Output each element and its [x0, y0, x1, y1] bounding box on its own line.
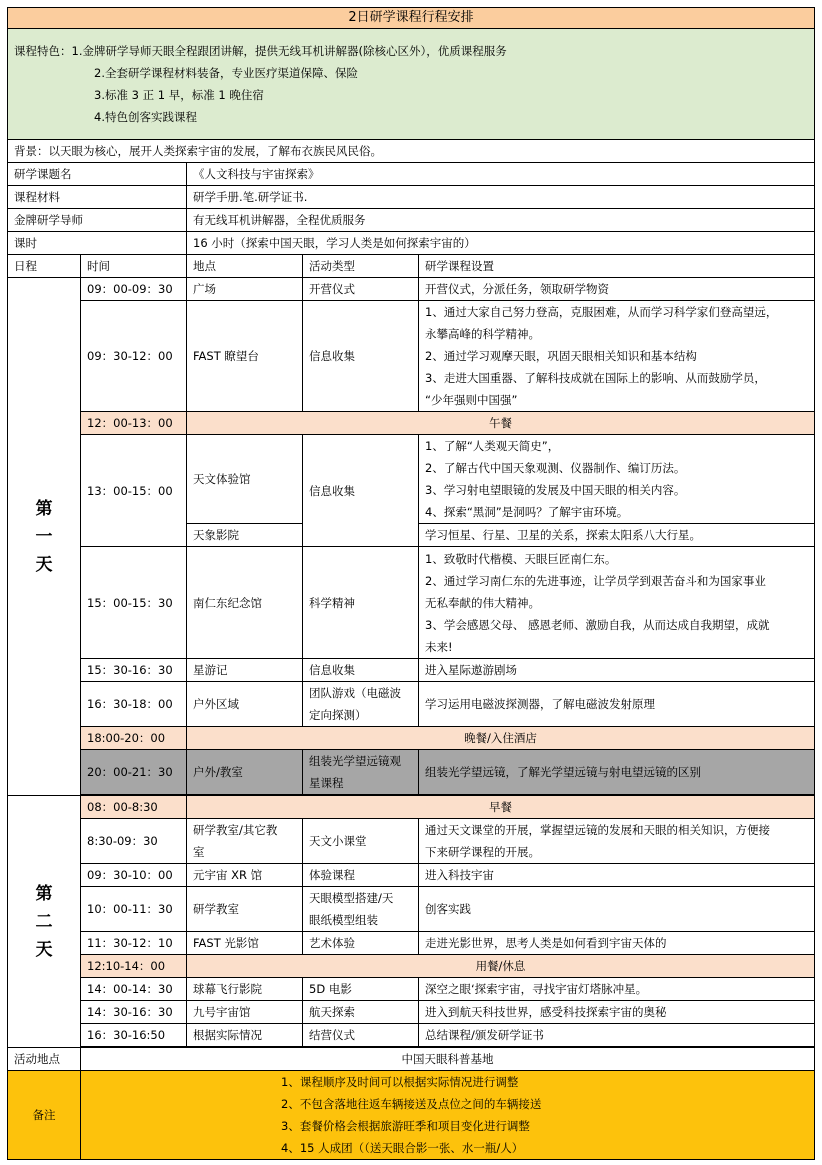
- time-cell: 14：30-16：30: [81, 1001, 187, 1024]
- type-cell: 开营仪式: [303, 278, 419, 301]
- time-cell: 14：00-14：30: [81, 978, 187, 1001]
- place-cell: 元宇宙 XR 馆: [187, 864, 303, 887]
- features-label: 课程特色：: [14, 44, 72, 58]
- type-cell: 结营仪式: [303, 1024, 419, 1047]
- time-cell: 12：00-13：00: [81, 412, 187, 435]
- place-cell: 南仁东纪念馆: [187, 547, 303, 659]
- meal-cell: 用餐/休息: [187, 955, 815, 978]
- type-cell: 天文小课堂: [303, 819, 419, 864]
- info-label: 金牌研学导师: [8, 209, 187, 232]
- feature-item: 2.全套研学课程材料装备，专业医疗渠道保障、保险: [94, 66, 358, 80]
- remark-item: 1、课程顺序及时间可以根据实际情况进行调整: [281, 1075, 519, 1089]
- remark-item: 3、套餐价格会根据旅游旺季和项目变化进行调整: [281, 1119, 530, 1133]
- feature-item: 4.特色创客实践课程: [94, 110, 197, 124]
- course-cell: 进入科技宇宙: [419, 864, 815, 887]
- course-cell: 走进光影世界，思考人类是如何看到宇宙天体的: [419, 932, 815, 955]
- time-cell: 12:10-14：00: [81, 955, 187, 978]
- course-cell: 组装光学望远镜，了解光学望远镜与射电望远镜的区别: [419, 750, 815, 795]
- time-cell: 10：00-11：30: [81, 887, 187, 932]
- background-text: 背景：以天眼为核心，展开人类探索宇宙的发展，了解布衣族民风民俗。: [8, 140, 815, 163]
- remarks-label: 备注: [8, 1071, 81, 1160]
- time-cell: 08：00-8:30: [81, 796, 187, 819]
- day-two-label: 第 二 天: [8, 796, 81, 1048]
- header-place: 地点: [187, 255, 303, 278]
- page-title: 2日研学课程行程安排: [8, 8, 815, 29]
- feature-item: 3.标准 3 正 1 早，标准 1 晚住宿: [94, 88, 264, 102]
- feature-item: 1.金牌研学导师天眼全程跟团讲解，提供无线耳机讲解器(除核心区外），优质课程服务: [71, 44, 507, 58]
- place-cell: 户外区域: [187, 682, 303, 727]
- course-cell: 1、通过大家自己努力登高，克服困难，从而学习科学家们登高望远， 永攀高峰的科学精神。 2、通过学习观摩天眼，巩固天眼相关知识和基本结构 3、走进大国重器、了解科技成就在国际上的影响、从而鼓励学员， “少年强则中国强”: [419, 301, 815, 412]
- type-cell: 艺术体验: [303, 932, 419, 955]
- remarks-list: [81, 1071, 815, 1160]
- time-cell: 18:00-20：00: [81, 727, 187, 750]
- course-cell: 1、致敬时代楷模、天眼巨匠南仁东。 2、通过学习南仁东的先进事迹，让学员学到艰苦奋斗和为国家事业 无私奉献的伟大精神。 3、学会感恩父母、 感恩老师、激励自我，从而达成自我期望，成就 未来!: [419, 547, 815, 659]
- type-cell: 5D 电影: [303, 978, 419, 1001]
- meal-cell: 午餐: [187, 412, 815, 435]
- course-cell: 开营仪式，分派任务，领取研学物资: [419, 278, 815, 301]
- time-cell: 09：00-09：30: [81, 278, 187, 301]
- info-value: 有无线耳机讲解器，全程优质服务: [187, 209, 815, 232]
- meal-cell: 晚餐/入住酒店: [187, 727, 815, 750]
- course-cell: 进入到航天科技世界，感受科技探索宇宙的奥秘: [419, 1001, 815, 1024]
- course-cell: 进入星际遨游剧场: [419, 659, 815, 682]
- course-cell: 1、了解“人类观天简史”， 2、了解古代中国天象观测、仪器制作、编订历法。 3、学习射电望眼镜的发展及中国天眼的相关内容。 4、探索“黑洞”是洞吗？了解宇宙环境。: [419, 435, 815, 524]
- info-value: 16 小时（探索中国天眼，学习人类是如何探索宇宙的）: [187, 232, 815, 255]
- header-day: 日程: [8, 255, 81, 278]
- place-cell: 球幕飞行影院: [187, 978, 303, 1001]
- place-cell: 研学教室: [187, 887, 303, 932]
- type-cell: 体验课程: [303, 864, 419, 887]
- type-cell: 组装光学望远镜观 星课程: [303, 750, 419, 795]
- schedule-table: [7, 7, 815, 1160]
- course-cell: 深空之眼‘探索宇宙，寻找宇宙灯塔脉冲星。: [419, 978, 815, 1001]
- time-cell: 13：00-15：00: [81, 435, 187, 547]
- info-label: 课程材料: [8, 186, 187, 209]
- info-label: 课时: [8, 232, 187, 255]
- place-cell: 户外/教室: [187, 750, 303, 795]
- course-cell: 总结课程/颁发研学证书: [419, 1024, 815, 1047]
- place-cell: 九号宇宙馆: [187, 1001, 303, 1024]
- header-type: 活动类型: [303, 255, 419, 278]
- time-cell: 15：00-15：30: [81, 547, 187, 659]
- place-cell: FAST 光影馆: [187, 932, 303, 955]
- time-cell: 09：30-12：00: [81, 301, 187, 412]
- time-cell: 8:30-09：30: [81, 819, 187, 864]
- header-time: 时间: [81, 255, 187, 278]
- place-cell: 天文体验馆: [187, 435, 303, 524]
- meal-cell: 早餐: [187, 796, 815, 819]
- type-cell: 科学精神: [303, 547, 419, 659]
- type-cell: 信息收集: [303, 659, 419, 682]
- place-cell: 研学教室/其它教 室: [187, 819, 303, 864]
- info-value: 《人文科技与宇宙探索》: [187, 163, 815, 186]
- course-cell: 学习运用电磁波探测器，了解电磁波发射原理: [419, 682, 815, 727]
- course-cell: 创客实践: [419, 887, 815, 932]
- type-cell: 天眼模型搭建/天 眼纸模型组装: [303, 887, 419, 932]
- course-features: [8, 29, 815, 140]
- course-cell: 学习恒星、行星、卫星的关系，探索太阳系八大行星。: [419, 524, 815, 547]
- place-cell: 星游记: [187, 659, 303, 682]
- time-cell: 11：30-12：10: [81, 932, 187, 955]
- info-label: 研学课题名: [8, 163, 187, 186]
- course-cell: 通过天文课堂的开展，掌握望远镜的发展和天眼的相关知识，方便接 下来研学课程的开展。: [419, 819, 815, 864]
- info-value: 研学手册.笔.研学证书.: [187, 186, 815, 209]
- time-cell: 16：30-18：00: [81, 682, 187, 727]
- time-cell: 15：30-16：30: [81, 659, 187, 682]
- time-cell: 09：30-10：00: [81, 864, 187, 887]
- remark-item: 2、不包含落地往返车辆接送及点位之间的车辆接送: [281, 1097, 542, 1111]
- header-course: 研学课程设置: [419, 255, 815, 278]
- place-cell: 天象影院: [187, 524, 303, 547]
- location-label: 活动地点: [8, 1048, 81, 1071]
- remark-item: 4、15 人成团（（送天眼合影一张、水一瓶/人）: [281, 1141, 524, 1155]
- day-one-label: 第 一 天: [8, 278, 81, 796]
- type-cell: 航天探索: [303, 1001, 419, 1024]
- place-cell: 广场: [187, 278, 303, 301]
- location-value: 中国天眼科普基地: [81, 1048, 815, 1071]
- type-cell: 信息收集: [303, 301, 419, 412]
- type-cell: 信息收集: [303, 435, 419, 547]
- type-cell: 团队游戏（电磁波 定向探测）: [303, 682, 419, 727]
- time-cell: 20：00-21：30: [81, 750, 187, 795]
- place-cell: 根据实际情况: [187, 1024, 303, 1047]
- time-cell: 16：30-16:50: [81, 1024, 187, 1047]
- place-cell: FAST 瞭望台: [187, 301, 303, 412]
